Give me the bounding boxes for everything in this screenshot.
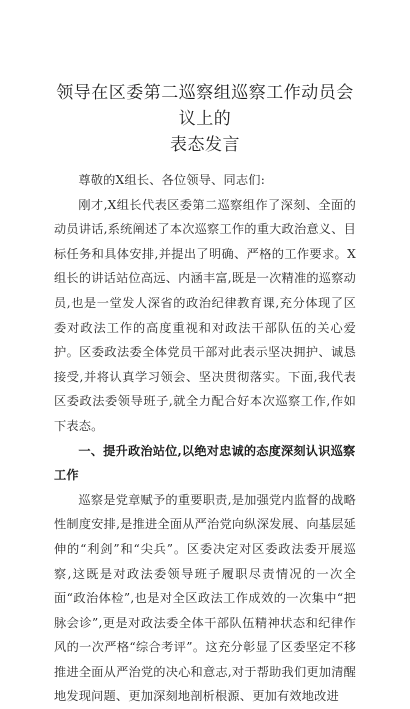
paragraph-section-1: 巡察是党章赋予的重要职责,是加强党内监督的战略性制度安排,是推进全面从严治党向纵深发展、向基层延伸的“利剑”和“尖兵”。区委决定对区委政法委开展巡察,这既是对政法委领导班子履职尽责情况的一次全面“政治体检”,也是对全区政法工作成效的一次集中“把脉会诊”,更是对政法委全体干部队伍精神状态和纪律作风的一次严格“综合考评”。这充分彰显了区委坚定不移推进全面从严治党的决心和意志,对于帮助我们更加清醒地发现问题、更加深刻地剖析根源、更加有效地改进 (54, 492, 356, 704)
title-line-2: 表态发言 (170, 135, 240, 155)
section-heading-1: 一、提升政治站位,以绝对忠诚的态度深刻认识巡察工作 (54, 443, 356, 483)
paragraph-opening: 刚才,X组长代表区委第二巡察组作了深刻、全面的动员讲话,系统阐述了本次巡察工作的重大政治意义、目标任务和具体安排,并提出了明确、严格的工作要求。X组长的讲话站位高远、内涵丰富,既是一次精准的巡察动员,也是一堂发人深省的政治纪律教育课,充分体现了区委对政法工作的高度重视和对政法干部队伍的关心爱护。区委政法委全体党员干部对此表示坚决拥护、诚恳接受,并将认真学习领会、坚决贯彻落实。下面,我代表区委政法委领导班子,就全力配合好本次巡察工作,作如下表态。 (54, 197, 356, 433)
title-line-1: 领导在区委第二巡察组巡察工作动员会议上的 (56, 83, 354, 129)
document-title (54, 0, 356, 158)
salutation: 尊敬的X组长、各位领导、同志们: (78, 173, 265, 187)
document-body (54, 168, 356, 709)
